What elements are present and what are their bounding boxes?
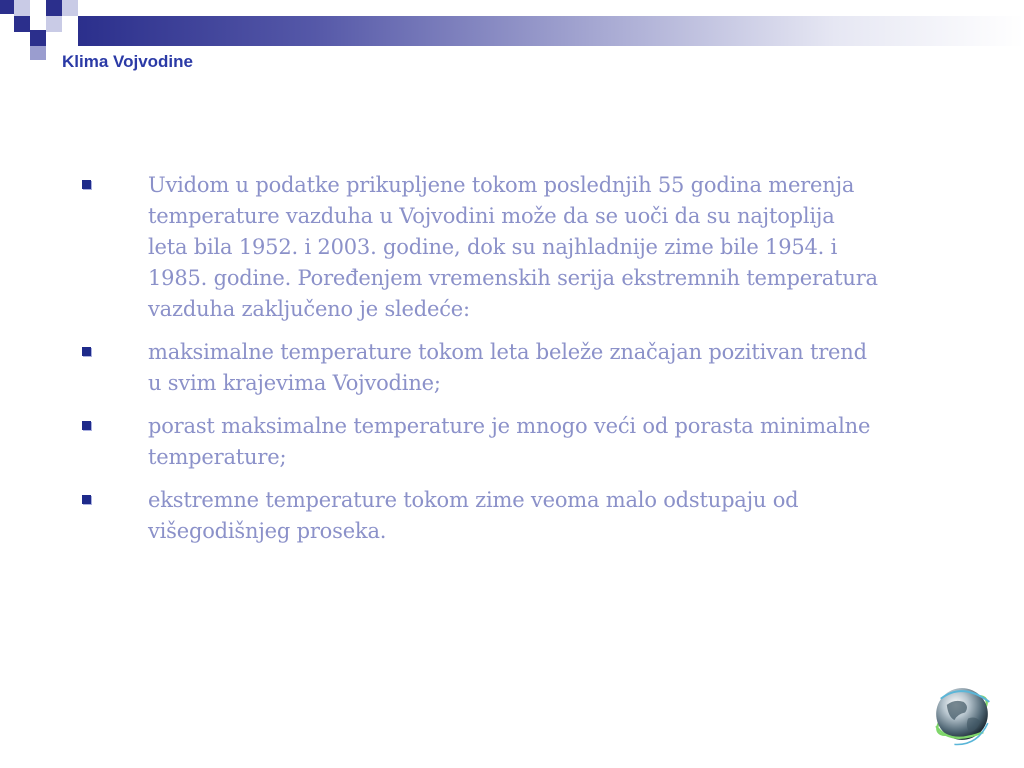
decor-square: [14, 0, 30, 16]
square-bullet-icon: [82, 347, 91, 356]
bullet-text: ekstremne temperature tokom zime veoma malo odstupaju od višegodišnjeg proseka.: [148, 488, 799, 543]
header-gradient-bar: [78, 16, 1024, 46]
bullet-text: maksimalne temperature tokom leta beleže značajan pozitivan trend u svim krajevima Vojvodine;: [148, 340, 867, 395]
decor-square: [14, 16, 30, 32]
decor-square: [30, 46, 46, 60]
square-bullet-icon: [82, 421, 91, 430]
decor-square: [46, 16, 62, 32]
list-item: [78, 337, 878, 399]
list-item: [78, 411, 878, 473]
bullet-text: porast maksimalne temperature je mnogo veći od porasta minimalne temperature;: [148, 414, 871, 469]
decor-square: [0, 0, 14, 14]
decor-square: [30, 30, 46, 46]
bullet-text: Uvidom u podatke prikupljene tokom poslednjih 55 godina merenja temperature vazduha u Vojvodini može da se uoči da su najtoplija leta bila 1952. i 2003. godine, dok su najhladnije zime bile 1954. i 1985. godine. Poređenjem vremenskih serija ekstremnih temperatura vazduha zaključeno je sledeće:: [148, 173, 878, 321]
decor-square: [62, 0, 78, 16]
globe-icon: [924, 676, 1000, 752]
bullet-list: [78, 170, 878, 559]
list-item: [78, 485, 878, 547]
list-item: [78, 170, 878, 325]
decor-square: [46, 0, 62, 16]
square-bullet-icon: [82, 495, 91, 504]
slide-title: Klima Vojvodine: [62, 52, 193, 71]
square-bullet-icon: [82, 180, 91, 189]
